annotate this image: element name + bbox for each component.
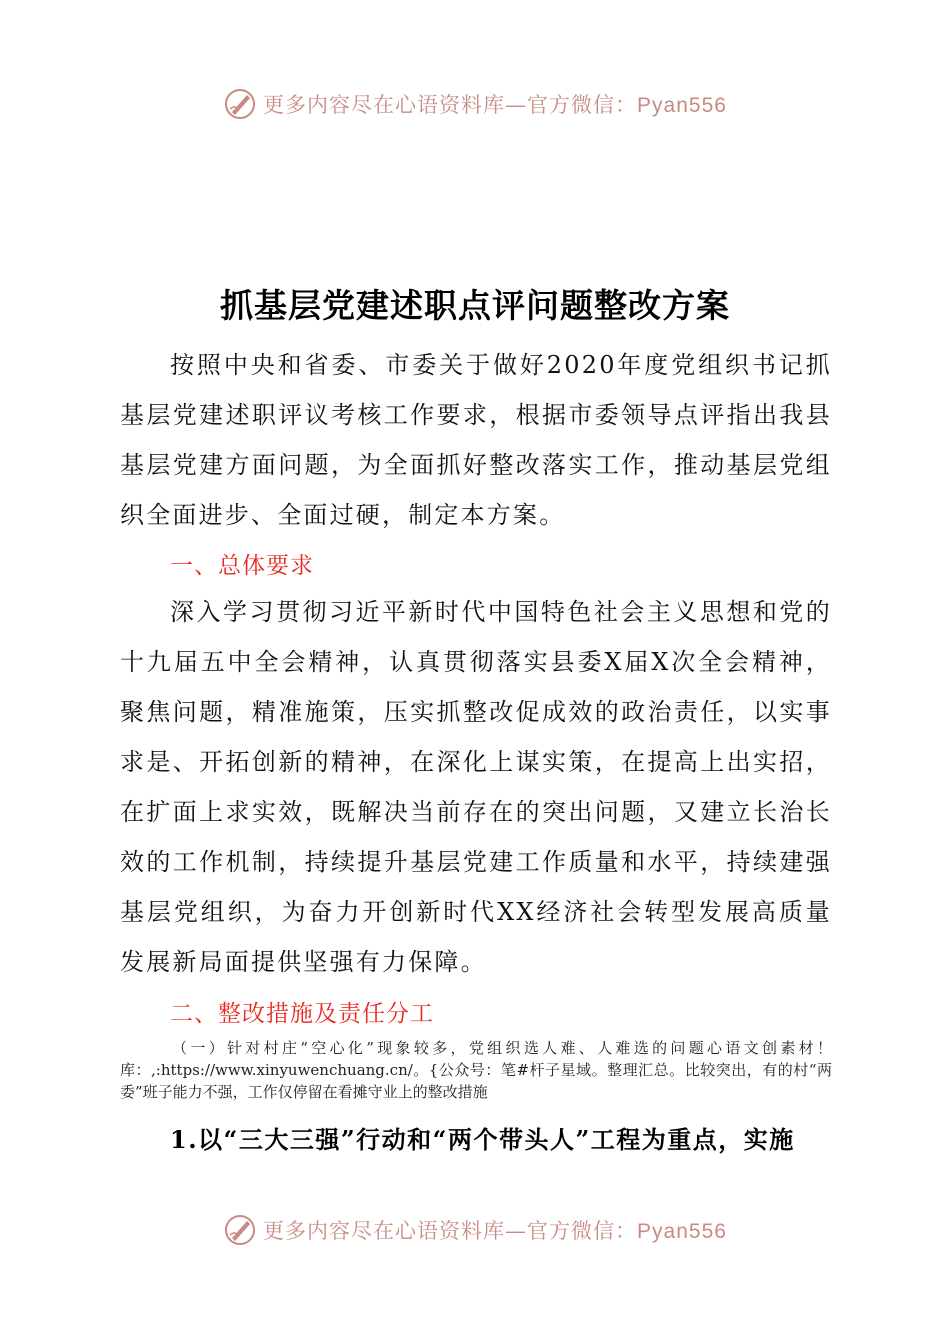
document-title: 抓基层党建述职点评问题整改方案 — [220, 286, 730, 326]
watermark-banner-bottom — [0, 1210, 950, 1250]
wechat-id: Pyan556 — [637, 1220, 727, 1243]
section-heading-rectification-measures: 二、整改措施及责任分工 — [170, 1001, 434, 1027]
wechat-id: Pyan556 — [637, 94, 727, 117]
item-1-heading: 1.以“三大三强”行动和“两个带头人”工程为重点，实施 — [170, 1125, 795, 1154]
section-heading-overall-requirements: 一、总体要求 — [170, 553, 314, 579]
intro-paragraph: 按照中央和省委、市委关于做好2020年度党组织书记抓基层党建述职评议考核工作要求，根据市委领导点评指出我县基层党建方面问题，为全面抓好整改落实工作，推动基层党组织全面进步、全面过硬，制定本方案。 — [120, 351, 832, 529]
pen-logo-icon — [223, 1213, 257, 1247]
pen-logo-icon — [223, 87, 257, 121]
watermark-text: 更多内容尽在心语资料库—官方微信：Pyan556 — [263, 1219, 727, 1243]
overall-requirements-paragraph: 深入学习贯彻习近平新时代中国特色社会主义思想和党的十九届五中全会精神，认真贯彻落实县委X届X次全会精神，聚焦问题，精准施策，压实抓整改促成效的政治责任，以实事求是、开拓创新的精神，在深化上谋实策，在提高上出实招，在扩面上求实效，既解决当前存在的突出问题，又建立长治长效的工作机制，持续提升基层党建工作质量和水平，持续建强基层党组织，为奋力开创新时代XX经济社会转型发展高质量发展新局面提供坚强有力保障。 — [120, 598, 832, 976]
subsection-paragraph: （一）针对村庄“空心化”现象较多，党组织选人难、人难选的问题心语文创素材！库：,:https://www.xinyuwenchuang.cn/。{公众号：笔#杆子星域。整理汇总。比较突出，有的村“两委”班子能力不强，工作仅停留在看摊守业上的整改措施 — [120, 1039, 832, 1101]
watermark-banner-top — [0, 84, 950, 124]
watermark-text: 更多内容尽在心语资料库—官方微信：Pyan556 — [263, 93, 727, 117]
